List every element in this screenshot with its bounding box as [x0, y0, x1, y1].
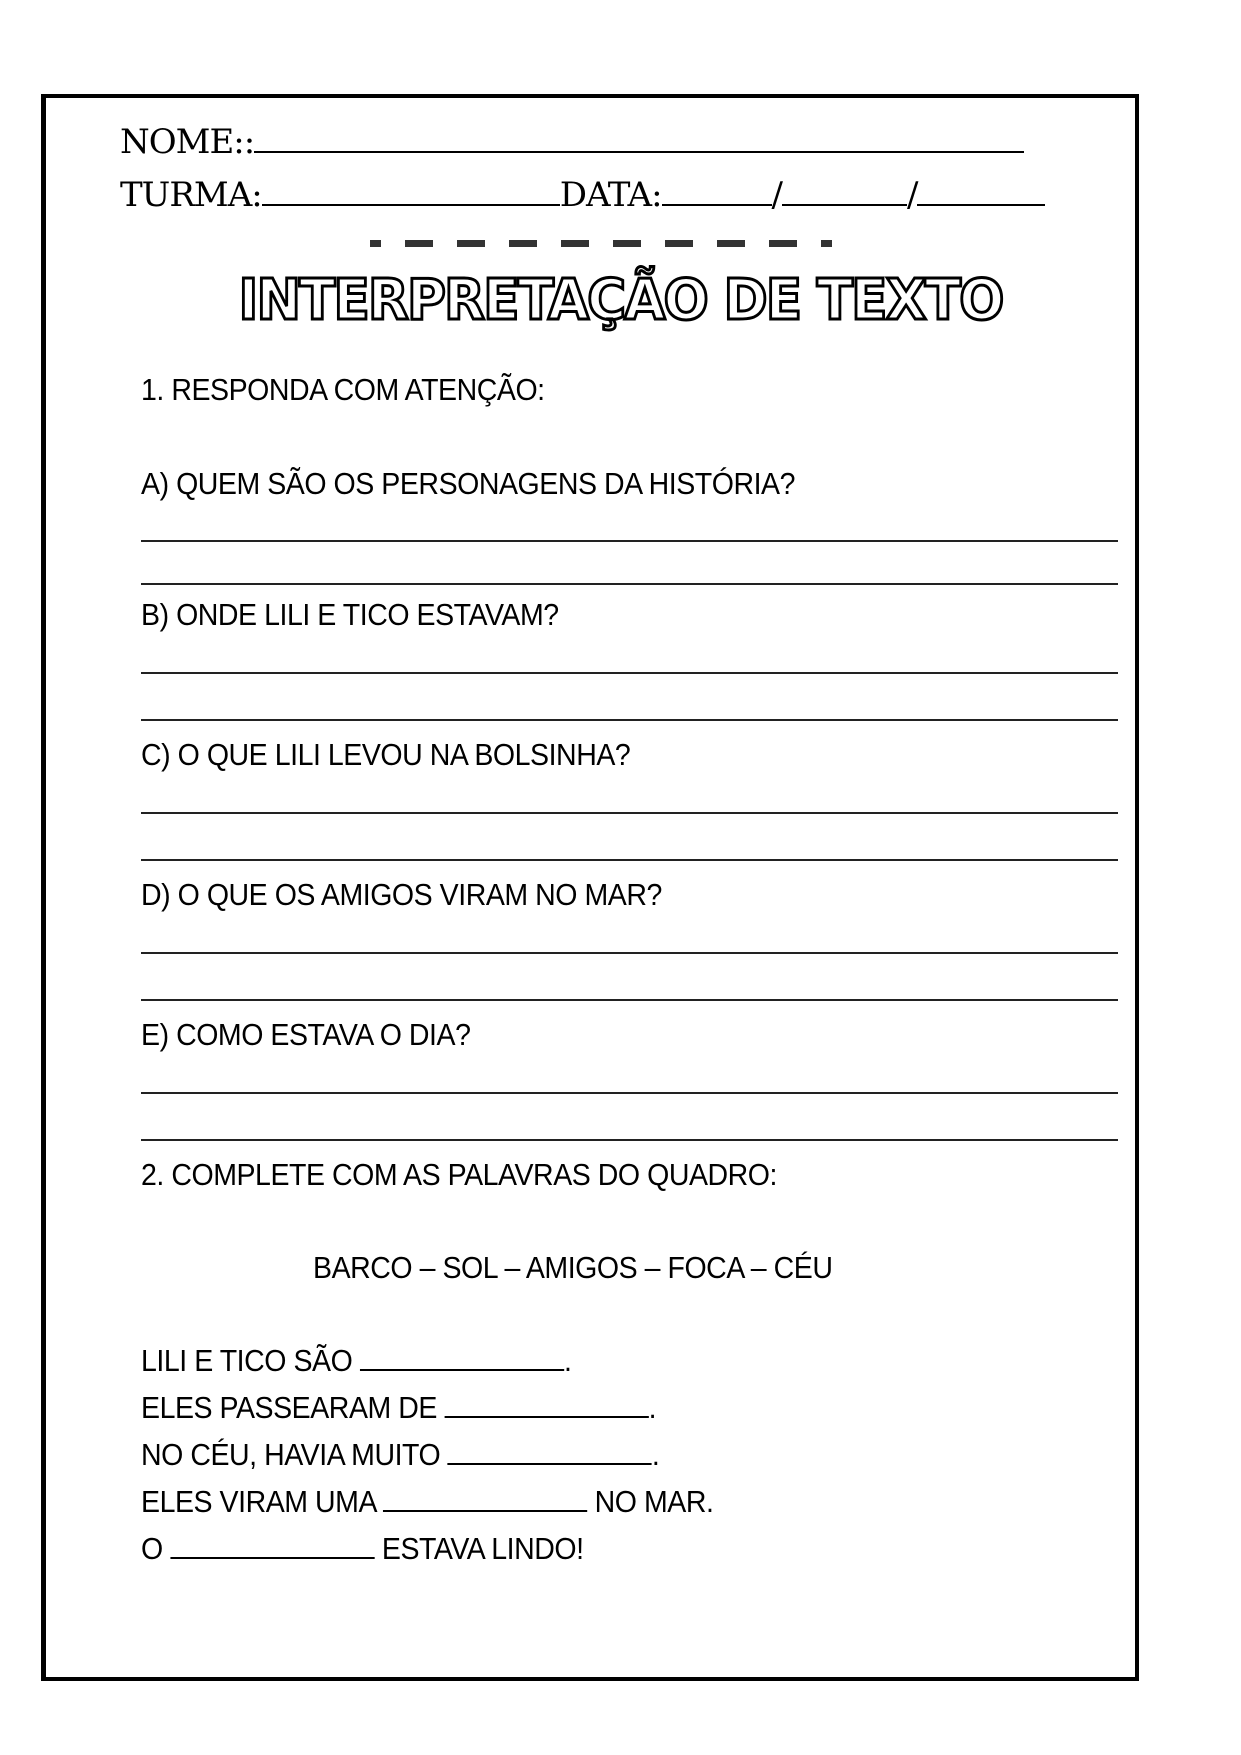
- date-year-blank[interactable]: [917, 176, 1045, 206]
- question-e: E) COMO ESTAVA O DIA?: [141, 1017, 471, 1052]
- dash: [665, 240, 693, 247]
- answer-line[interactable]: [141, 812, 1118, 814]
- page-title: INTERPRETAÇÃO DE TEXTO: [238, 268, 1003, 333]
- date-month-blank[interactable]: [782, 176, 907, 206]
- name-label: NOME::: [120, 122, 255, 162]
- dash: [821, 240, 832, 247]
- date-separator: /: [771, 175, 783, 215]
- date-label: DATA:: [559, 175, 662, 215]
- fill-sentence: [141, 1531, 584, 1567]
- date-separator: /: [907, 175, 918, 215]
- sentence-text: .: [648, 1390, 657, 1425]
- fill-sentence: [141, 1484, 713, 1520]
- answer-line[interactable]: [141, 540, 1118, 542]
- sentence-text: LILI E TICO SÃO: [141, 1343, 360, 1378]
- answer-line[interactable]: [141, 1092, 1118, 1094]
- sentence-text: NO CÉU, HAVIA MUITO: [141, 1437, 448, 1472]
- date-day-blank[interactable]: [662, 176, 772, 206]
- sentence-text: ESTAVA LINDO!: [374, 1531, 584, 1566]
- dash: [370, 240, 381, 247]
- fill-blank[interactable]: [383, 1486, 587, 1512]
- fill-sentence: [141, 1343, 571, 1379]
- answer-line[interactable]: [141, 1139, 1118, 1141]
- question-d: D) O QUE OS AMIGOS VIRAM NO MAR?: [141, 877, 662, 912]
- class-blank[interactable]: [262, 176, 560, 206]
- sentence-text: ELES VIRAM UMA: [141, 1484, 383, 1519]
- section2-heading: 2. COMPLETE COM AS PALAVRAS DO QUADRO:: [141, 1157, 777, 1192]
- sentence-text: .: [651, 1437, 660, 1472]
- dash: [613, 240, 641, 247]
- section1-heading: 1. RESPONDA COM ATENÇÃO:: [141, 372, 545, 407]
- fill-blank[interactable]: [448, 1439, 652, 1465]
- answer-line[interactable]: [141, 952, 1118, 954]
- dash: [769, 240, 797, 247]
- answer-line[interactable]: [141, 999, 1118, 1001]
- answer-line[interactable]: [141, 859, 1118, 861]
- sentence-text: O: [141, 1531, 171, 1566]
- sentence-text: .: [564, 1343, 572, 1378]
- fill-sentence: [141, 1437, 659, 1473]
- fill-sentence: [141, 1390, 656, 1426]
- dash: [561, 240, 589, 247]
- answer-line[interactable]: [141, 583, 1118, 585]
- question-c: C) O QUE LILI LEVOU NA BOLSINHA?: [141, 737, 631, 772]
- fill-blank[interactable]: [170, 1533, 374, 1559]
- question-b: B) ONDE LILI E TICO ESTAVAM?: [141, 597, 559, 632]
- dash: [717, 240, 745, 247]
- name-field[interactable]: [120, 122, 1024, 162]
- name-blank[interactable]: [254, 123, 1024, 153]
- dashed-divider: [370, 240, 832, 247]
- dash: [405, 240, 433, 247]
- class-label: TURMA:: [120, 175, 262, 215]
- sentence-text: NO MAR.: [587, 1484, 714, 1519]
- answer-line[interactable]: [141, 672, 1118, 674]
- sentence-text: ELES PASSEARAM DE: [141, 1390, 445, 1425]
- word-bank: BARCO – SOL – AMIGOS – FOCA – CÉU: [313, 1250, 833, 1285]
- fill-blank[interactable]: [444, 1392, 648, 1418]
- dash: [509, 240, 537, 247]
- class-date-row: [120, 175, 1045, 215]
- question-a: A) QUEM SÃO OS PERSONAGENS DA HISTÓRIA?: [141, 466, 796, 501]
- fill-blank[interactable]: [360, 1345, 564, 1371]
- answer-line[interactable]: [141, 719, 1118, 721]
- dash: [457, 240, 485, 247]
